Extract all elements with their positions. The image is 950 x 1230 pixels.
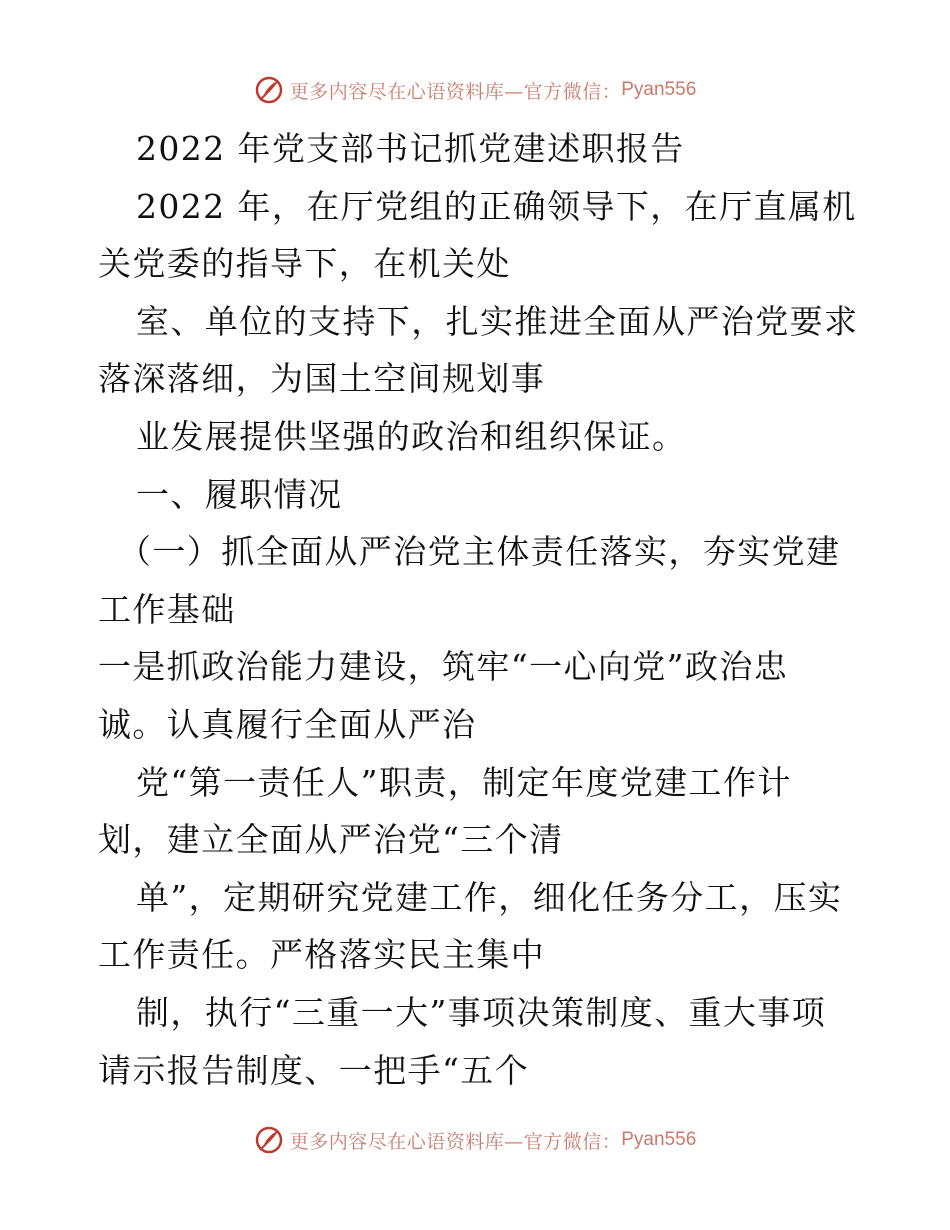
document-body [98,120,858,1099]
paragraph-line: 诚。认真履行全面从严治 [98,704,477,744]
watermark-header [0,70,950,110]
paragraph-line: 2022 年，在厅党组的正确领导下，在厅直属机 [136,186,857,226]
watermark-text: 更多内容尽在心语资料库—官方微信： [289,1130,622,1153]
paragraph-line: 单”，定期研究党建工作，细化任务分工，压实 [136,877,843,917]
watermark-wechat-id: Pyan556 [621,79,697,100]
paragraph-line: 划，建立全面从严治党“三个清 [98,820,564,860]
paragraph-line: 室、单位的支持下，扎实推进全面从严治党要求 [136,301,859,341]
watermark-wechat-id: Pyan556 [621,1129,697,1150]
paragraph-line: 请示报告制度、一把手“五个 [98,1050,530,1090]
subsection-heading: （一）抓全面从严治党主体责任落实，夯实党建 [118,532,841,572]
paragraph-line: 工作责任。严格落实民主集中 [98,935,546,975]
paragraph-line: 落深落细，为国土空间规划事 [98,359,546,399]
subsection-heading-continued: 工作基础 [98,589,236,629]
paragraph-line: 业发展提供坚强的政治和组织保证。 [136,416,687,456]
paragraph-line: 关党委的指导下，在机关处 [98,244,511,284]
document-title: 2022 年党支部书记抓党建述职报告 [136,129,685,168]
paragraph-line: 制，执行“三重一大”事项决策制度、重大事项 [136,992,827,1032]
watermark-text: 更多内容尽在心语资料库—官方微信： [289,80,622,103]
watermark-footer [0,1120,950,1160]
feather-pen-circle-icon [254,75,284,105]
section-heading: 一、履职情况 [136,474,343,514]
feather-pen-circle-icon [254,1125,284,1155]
paragraph-line: 一是抓政治能力建设，筑牢“一心向党”政治忠 [98,647,789,687]
paragraph-line: 党“第一责任人”职责，制定年度党建工作计 [136,762,792,802]
